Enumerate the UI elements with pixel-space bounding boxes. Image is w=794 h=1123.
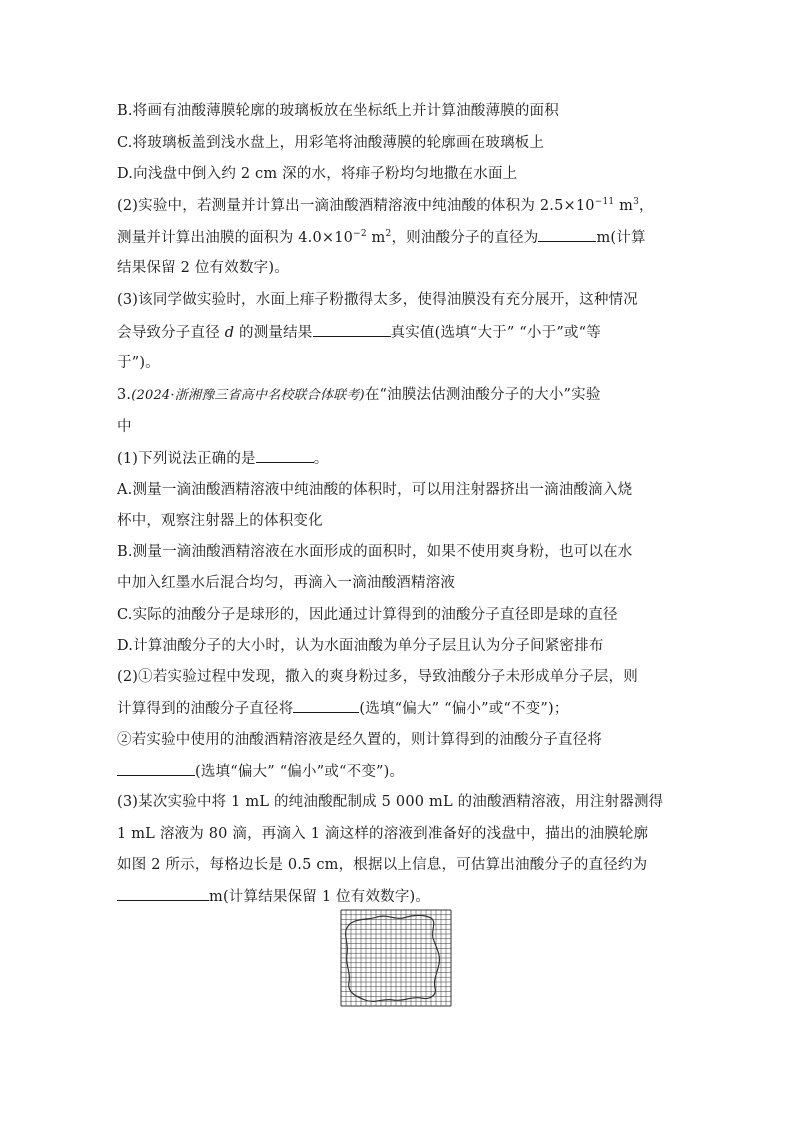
q2-part2-line2: 测量并计算出油膜的面积为 $4.0\times 10^{-2}$ $m^2$，则油酸分子的直径为 m(计算 [117, 227, 646, 248]
oil-film-outline [346, 915, 440, 1001]
answer-blank[interactable] [293, 698, 359, 713]
q3-part1: (1)下列说法正确的是 。 [117, 448, 328, 469]
q3-option-b-line2: 中加入红墨水后混合均匀，再滴入一滴油酸酒精溶液 [117, 575, 456, 591]
q3-stem-line2: 中 [117, 419, 132, 435]
q3-part2-line3: ②若实验中使用的油酸酒精溶液是经久置的，则计算得到的油酸分子直径将 [117, 732, 603, 748]
grid [341, 910, 451, 1006]
q3-part3-line2: 1 mL 溶液为 80 滴，再滴入 1 滴这样的溶液到准备好的浅盘中，描出的油膜轮廓 [117, 826, 649, 842]
q3-stem-line1: 3.(2024·浙湘豫三省高中名校联合体联考)在“油膜法估测油酸分子的大小”实验 [117, 387, 601, 403]
q2-part3-line1: (3)该同学做实验时，水面上痱子粉撒得太多，使得油膜没有充分展开，这种情况 [117, 292, 638, 308]
q2-part3-line3: 于”)。 [117, 355, 160, 371]
answer-blank[interactable] [117, 761, 195, 776]
q3-part3-line1: (3)某次实验中将 1 mL 的纯油酸配制成 5 000 mL 的油酸酒精溶液，用注射器测得 [117, 794, 664, 810]
q3-option-b-line1: B.测量一滴油酸酒精溶液在水面形成的面积时，如果不使用爽身粉，也可以在水 [117, 544, 633, 560]
q2-option-c: C.将玻璃板盖到浅水盘上，用彩笔将油酸薄膜的轮廓画在玻璃板上 [117, 135, 545, 151]
q2-option-d: D.向浅盘中倒入约 2 cm 深的水，将痱子粉均匀地撒在水面上 [117, 166, 518, 182]
q2-part2-line3: 结果保留 2 位有效数字)。 [117, 260, 289, 276]
q2-part3-line2: 会导致分子直径 d 的测量结果 真实值(选填“大于” “小于”或“等 [117, 322, 601, 343]
answer-blank[interactable] [117, 886, 209, 901]
q2-part2-line1: (2)实验中，若测量并计算出一滴油酸酒精溶液中纯油酸的体积为 $2.5\times 10^{-11}$ $m^3$， [117, 197, 654, 214]
answer-blank[interactable] [256, 448, 314, 463]
q3-option-c: C.实际的油酸分子是球形的，因此通过计算得到的油酸分子直径即是球的直径 [117, 607, 618, 623]
q3-source: (2024·浙湘豫三省高中名校联合体联考) [131, 388, 365, 403]
q3-part2-line4: (选填“偏大” “偏小”或“不变”)。 [117, 761, 404, 782]
q3-part2-line2: 计算得到的油酸分子直径将 (选填“偏大” “偏小”或“不变”)； [117, 698, 569, 719]
q3-part3-line3: 如图 2 所示，每格边长是 0.5 cm，根据以上信息，可估算出油酸分子的直径约为 [117, 857, 648, 873]
q3-option-d: D.计算油酸分子的大小时，认为水面油酸为单分子层且认为分子间紧密排布 [117, 638, 604, 654]
q3-option-a-line2: 杯中，观察注射器上的体积变化 [117, 513, 323, 529]
oil-film-grid-figure [339, 908, 453, 1008]
answer-blank[interactable] [313, 322, 391, 337]
q2-option-b: B.将画有油酸薄膜轮廓的玻璃板放在坐标纸上并计算油酸薄膜的面积 [117, 103, 559, 119]
answer-blank[interactable] [538, 227, 596, 242]
q3-option-a-line1: A.测量一滴油酸酒精溶液中纯油酸的体积时，可以用注射器挤出一滴油酸滴入烧 [117, 482, 633, 498]
q3-part2-line1: (2)①若实验过程中发现，撒入的爽身粉过多，导致油酸分子未形成单分子层，则 [117, 669, 638, 685]
q3-part3-line4: m(计算结果保留 1 位有效数字)。 [117, 886, 430, 907]
